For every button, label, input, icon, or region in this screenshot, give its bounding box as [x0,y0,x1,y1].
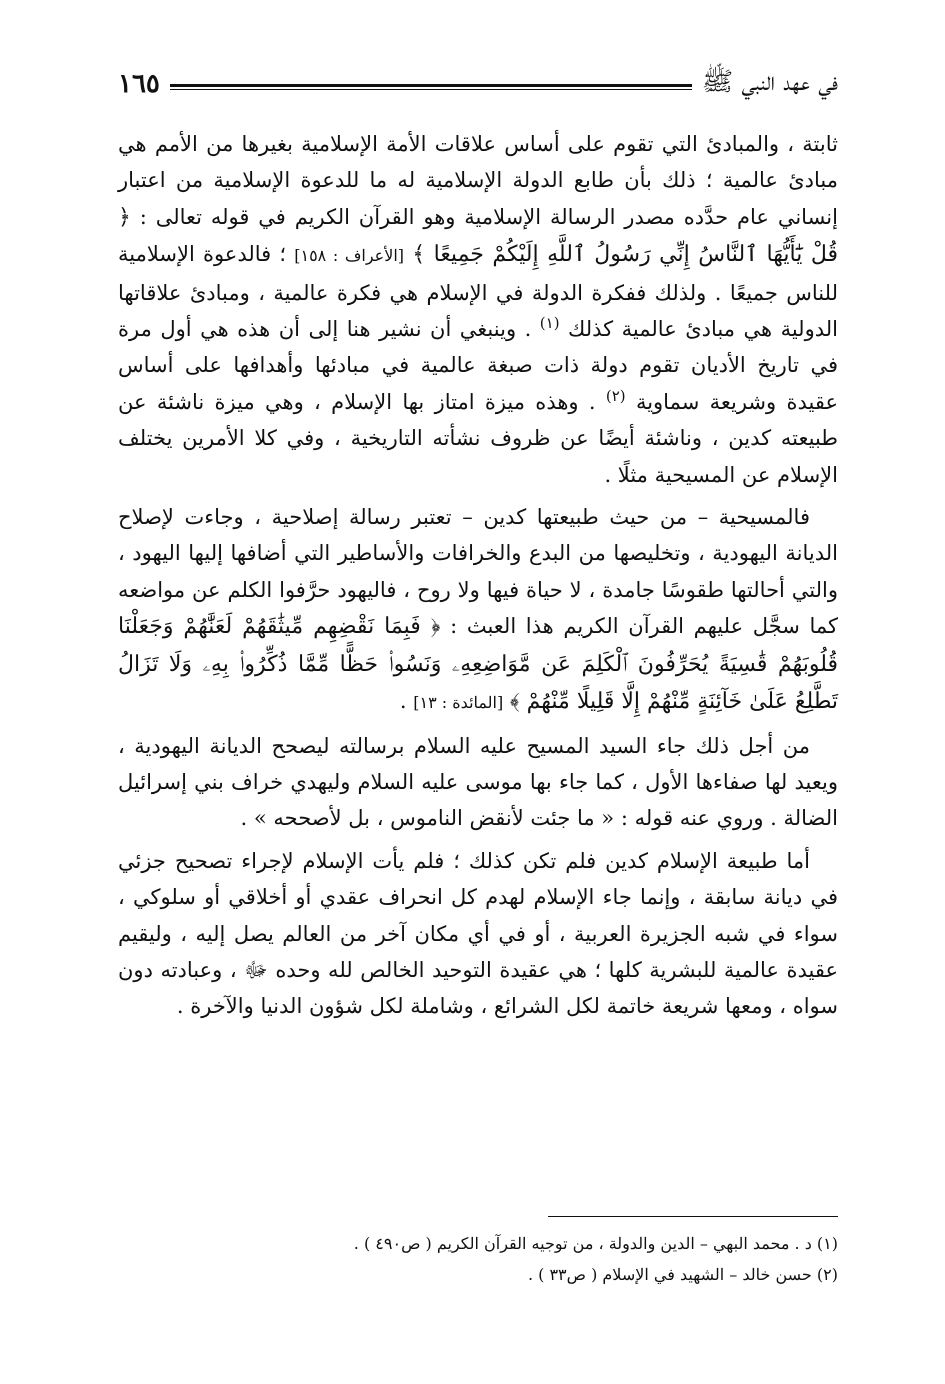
paragraph-2-end: . [399,689,407,714]
footnote-1: (١) د . محمد البهي – الدين والدولة ، من توجيه القرآن الكريم ( ص٤٩٠ ) . [353,1234,838,1253]
footnote-2: (٢) حسن خالد – الشهيد في الإسلام ( ص٣٣ ) . [527,1265,838,1284]
quran-reference-maidah: [المائدة : ١٣] [413,693,504,713]
header-rule [170,84,692,90]
paragraph-2 [118,499,838,721]
footnotes [118,1228,838,1290]
quran-reference-araf: [الأعراف : ١٥٨] [294,246,405,266]
paragraph-1-text-b: ؛ فالدعوة الإسلامية للناس جميعًا . ولذلك ففكرة الدولة في الإسلام هي فكرة عالمية ، ومبادئ علاقاتها الدولية هي مبادئ عالمية كذلك [118,242,838,342]
page-number: ١٦٥ [118,69,160,99]
paragraph-3: من أجل ذلك جاء السيد المسيح عليه السلام برسالته ليصحح الديانة اليهودية ، ويعيد لها صفاءها الأول ، كما جاء بها موسى عليه السلام وليهدي خراف بني إسرائيل الضالة . وروي عنه قوله : « ما جئت لأنقض الناموس ، بل لأصححه » . [118,733,838,831]
paragraph-4: أما طبيعة الإسلام كدين فلم تكن كذلك ؛ فلم يأت الإسلام لإجراء تصحيح جزئي في ديانة سابقة ، وإنما جاء الإسلام لهدم كل انحراف عقدي أو أخلاقي أو سلوكي ، سواء في شبه الجزيرة العربية ، أو في أي مكان آخر من العالم يصل إليه ، وليقيم عقيدة عالمية للبشرية كلها ؛ هي عقيدة التوحيد الخالص لله وحده ﷻ ، وعبادته دون سواه ، ومعها شريعة خاتمة لكل الشرائع ، وشاملة لكل شؤون الدنيا والآخرة . [118,848,838,1019]
paragraph-2-text-a: فالمسيحية – من حيث طبيعتها كدين – تعتبر رسالة إصلاحية ، وجاءت لإصلاح الديانة اليهودية ، وتخليصها من البدع والخرافات والأساطير التي أضافها إليها اليهود ، والتي أحالتها طقوسًا جامدة ، لا حياة فيها ولا روح ، فاليهود حرَّفوا الكلم عن مواضعه كما سجَّل عليهم القرآن الكريم هذا العبث : [118,505,838,639]
paragraph-1-text-c: . وينبغي أن نشير هنا إلى أن هذه هي أول مرة في تاريخ الأديان تقوم دولة ذات صبغة عالمية في مبادئها وأهدافها على أساس عقيدة وشريعة سماوية [118,317,838,414]
footnote-marker-1: (١) [539,314,560,333]
quran-verse-araf: ﴿ قُلْ يَٰٓأَيُّهَا ٱلنَّاسُ إِنِّي رَسُولُ ٱللَّهِ إِلَيْكُمْ جَمِيعًا ﴾ [118,204,838,268]
paragraph-1-text-a: ثابتة ، والمبادئ التي تقوم على أساس علاقات الأمة الإسلامية بغيرها من الأمم هي مبادئ عالمية ؛ ذلك بأن طابع الدولة الإسلامية له ما للدعوة الإسلامية من اعتبار إنساني عام حدَّده مصدر الرسالة الإسلامية وهو القرآن الكريم في قوله تعالى : [118,132,838,229]
body-text [118,126,838,1031]
page-header [118,62,838,106]
footnote-marker-2: (٢) [605,386,626,405]
quran-verse-maidah: ﴿ فَبِمَا نَقْضِهِم مِّيثَٰقَهُمْ لَعَنَّٰهُمْ وَجَعَلْنَا قُلُوبَهُمْ قَٰسِيَةً يُحَرِّفُونَ ٱلْكَلِمَ عَن مَّوَاضِعِهِۦ وَنَسُوا۟ حَظًّا مِّمَّا ذُكِّرُوا۟ بِهِۦ وَلَا تَزَالُ تَطَّلِعُ عَلَىٰ خَآئِنَةٍ مِّنْهُمْ إِلَّا قَلِيلًا مِّنْهُمْ ﴾ [118,614,838,715]
paragraph-1 [118,126,838,493]
running-title: في عهد النبي ﷺ [701,67,838,97]
footnote-divider [548,1216,838,1217]
paragraph-1-text-d: . وهذه ميزة امتاز بها الإسلام ، وهي ميزة ناشئة عن طبيعته كدين ، وناشئة أيضًا عن ظروف نشأته التاريخية ، وفي كلا الأمرين يختلف الإسلام عن المسيحية مثلًا . [118,389,838,487]
book-page [118,62,838,1362]
